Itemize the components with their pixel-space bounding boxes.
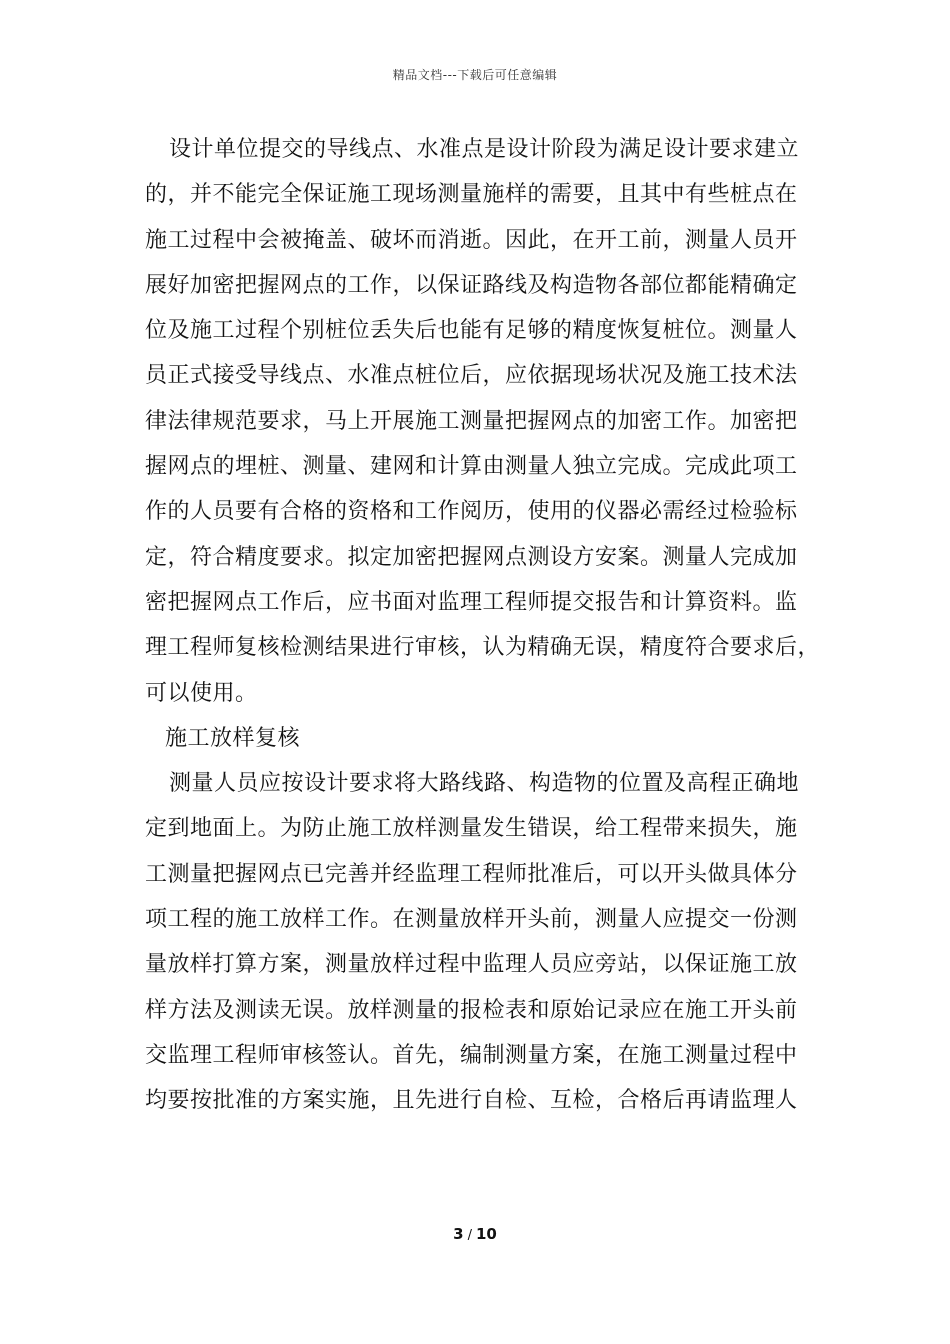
text-line: 交监理工程师审核签认。首先，编制测量方案，在施工测量过程中 (145, 1042, 798, 1068)
text-line: 可以使用。 (145, 680, 258, 706)
text-line: 握网点的埋桩、测量、建网和计算由测量人独立完成。完成此项工 (145, 454, 798, 480)
paragraph-2 (145, 761, 825, 1123)
text-line: 施工过程中会被掩盖、破坏而消逝。因此，在开工前，测量人员开 (145, 227, 798, 253)
text-line: 设计单位提交的导线点、水准点是设计阶段为满足设计要求建立 (169, 137, 800, 162)
text-line: 量放样打算方案，测量放样过程中监理人员应旁站，以保证施工放 (145, 952, 798, 978)
page-separator: / (467, 1228, 472, 1243)
text-line: 的，并不能完全保证施工现场测量施样的需要，且其中有些桩点在 (145, 182, 798, 208)
text-line: 定到地面上。为防止施工放样测量发生错误，给工程带来损失，施 (145, 816, 798, 842)
text-line: 样方法及测读无误。放样测量的报检表和原始记录应在施工开头前 (145, 997, 798, 1023)
current-page: 3 (453, 1225, 464, 1243)
text-line: 定，符合精度要求。拟定加密把握网点测设方安案。测量人完成加 (145, 544, 798, 570)
text-line: 展好加密把握网点的工作，以保证路线及构造物各部位都能精确定 (145, 272, 798, 298)
text-line: 密把握网点工作后，应书面对监理工程师提交报告和计算资料。监 (145, 589, 798, 615)
text-line: 作的人员要有合格的资格和工作阅历，使用的仪器必需经过检验标 (145, 499, 798, 525)
header-text: 精品文档---下载后可任意编辑 (392, 68, 558, 82)
page-header (0, 66, 950, 83)
text-line: 工测量把握网点已完善并经监理工程师批准后，可以开头做具体分 (145, 861, 798, 887)
text-line: 测量人员应按设计要求将大路线路、构造物的位置及高程正确地 (169, 771, 800, 797)
text-line: 员正式接受导线点、水准点桩位后，应依据现场状况及施工技术法 (145, 363, 798, 389)
text-line: 理工程师复核检测结果进行审核，认为精确无误，精度符合要求后， (145, 635, 821, 661)
text-line: 律法律规范要求，马上开展施工测量把握网点的加密工作。加密把 (145, 408, 798, 434)
page-number (0, 1225, 950, 1243)
section-heading: 施工放样复核 (165, 725, 301, 751)
total-pages: 10 (475, 1225, 497, 1243)
text-line: 均要按批准的方案实施，且先进行自检、互检，合格后再请监理人 (145, 1088, 798, 1114)
text-line: 项工程的施工放样工作。在测量放样开头前，测量人应提交一份测 (145, 907, 798, 933)
document-body (145, 127, 825, 1124)
text-line: 位及施工过程个别桩位丢失后也能有足够的精度恢复桩位。测量人 (145, 318, 798, 344)
paragraph-1 (145, 127, 825, 716)
